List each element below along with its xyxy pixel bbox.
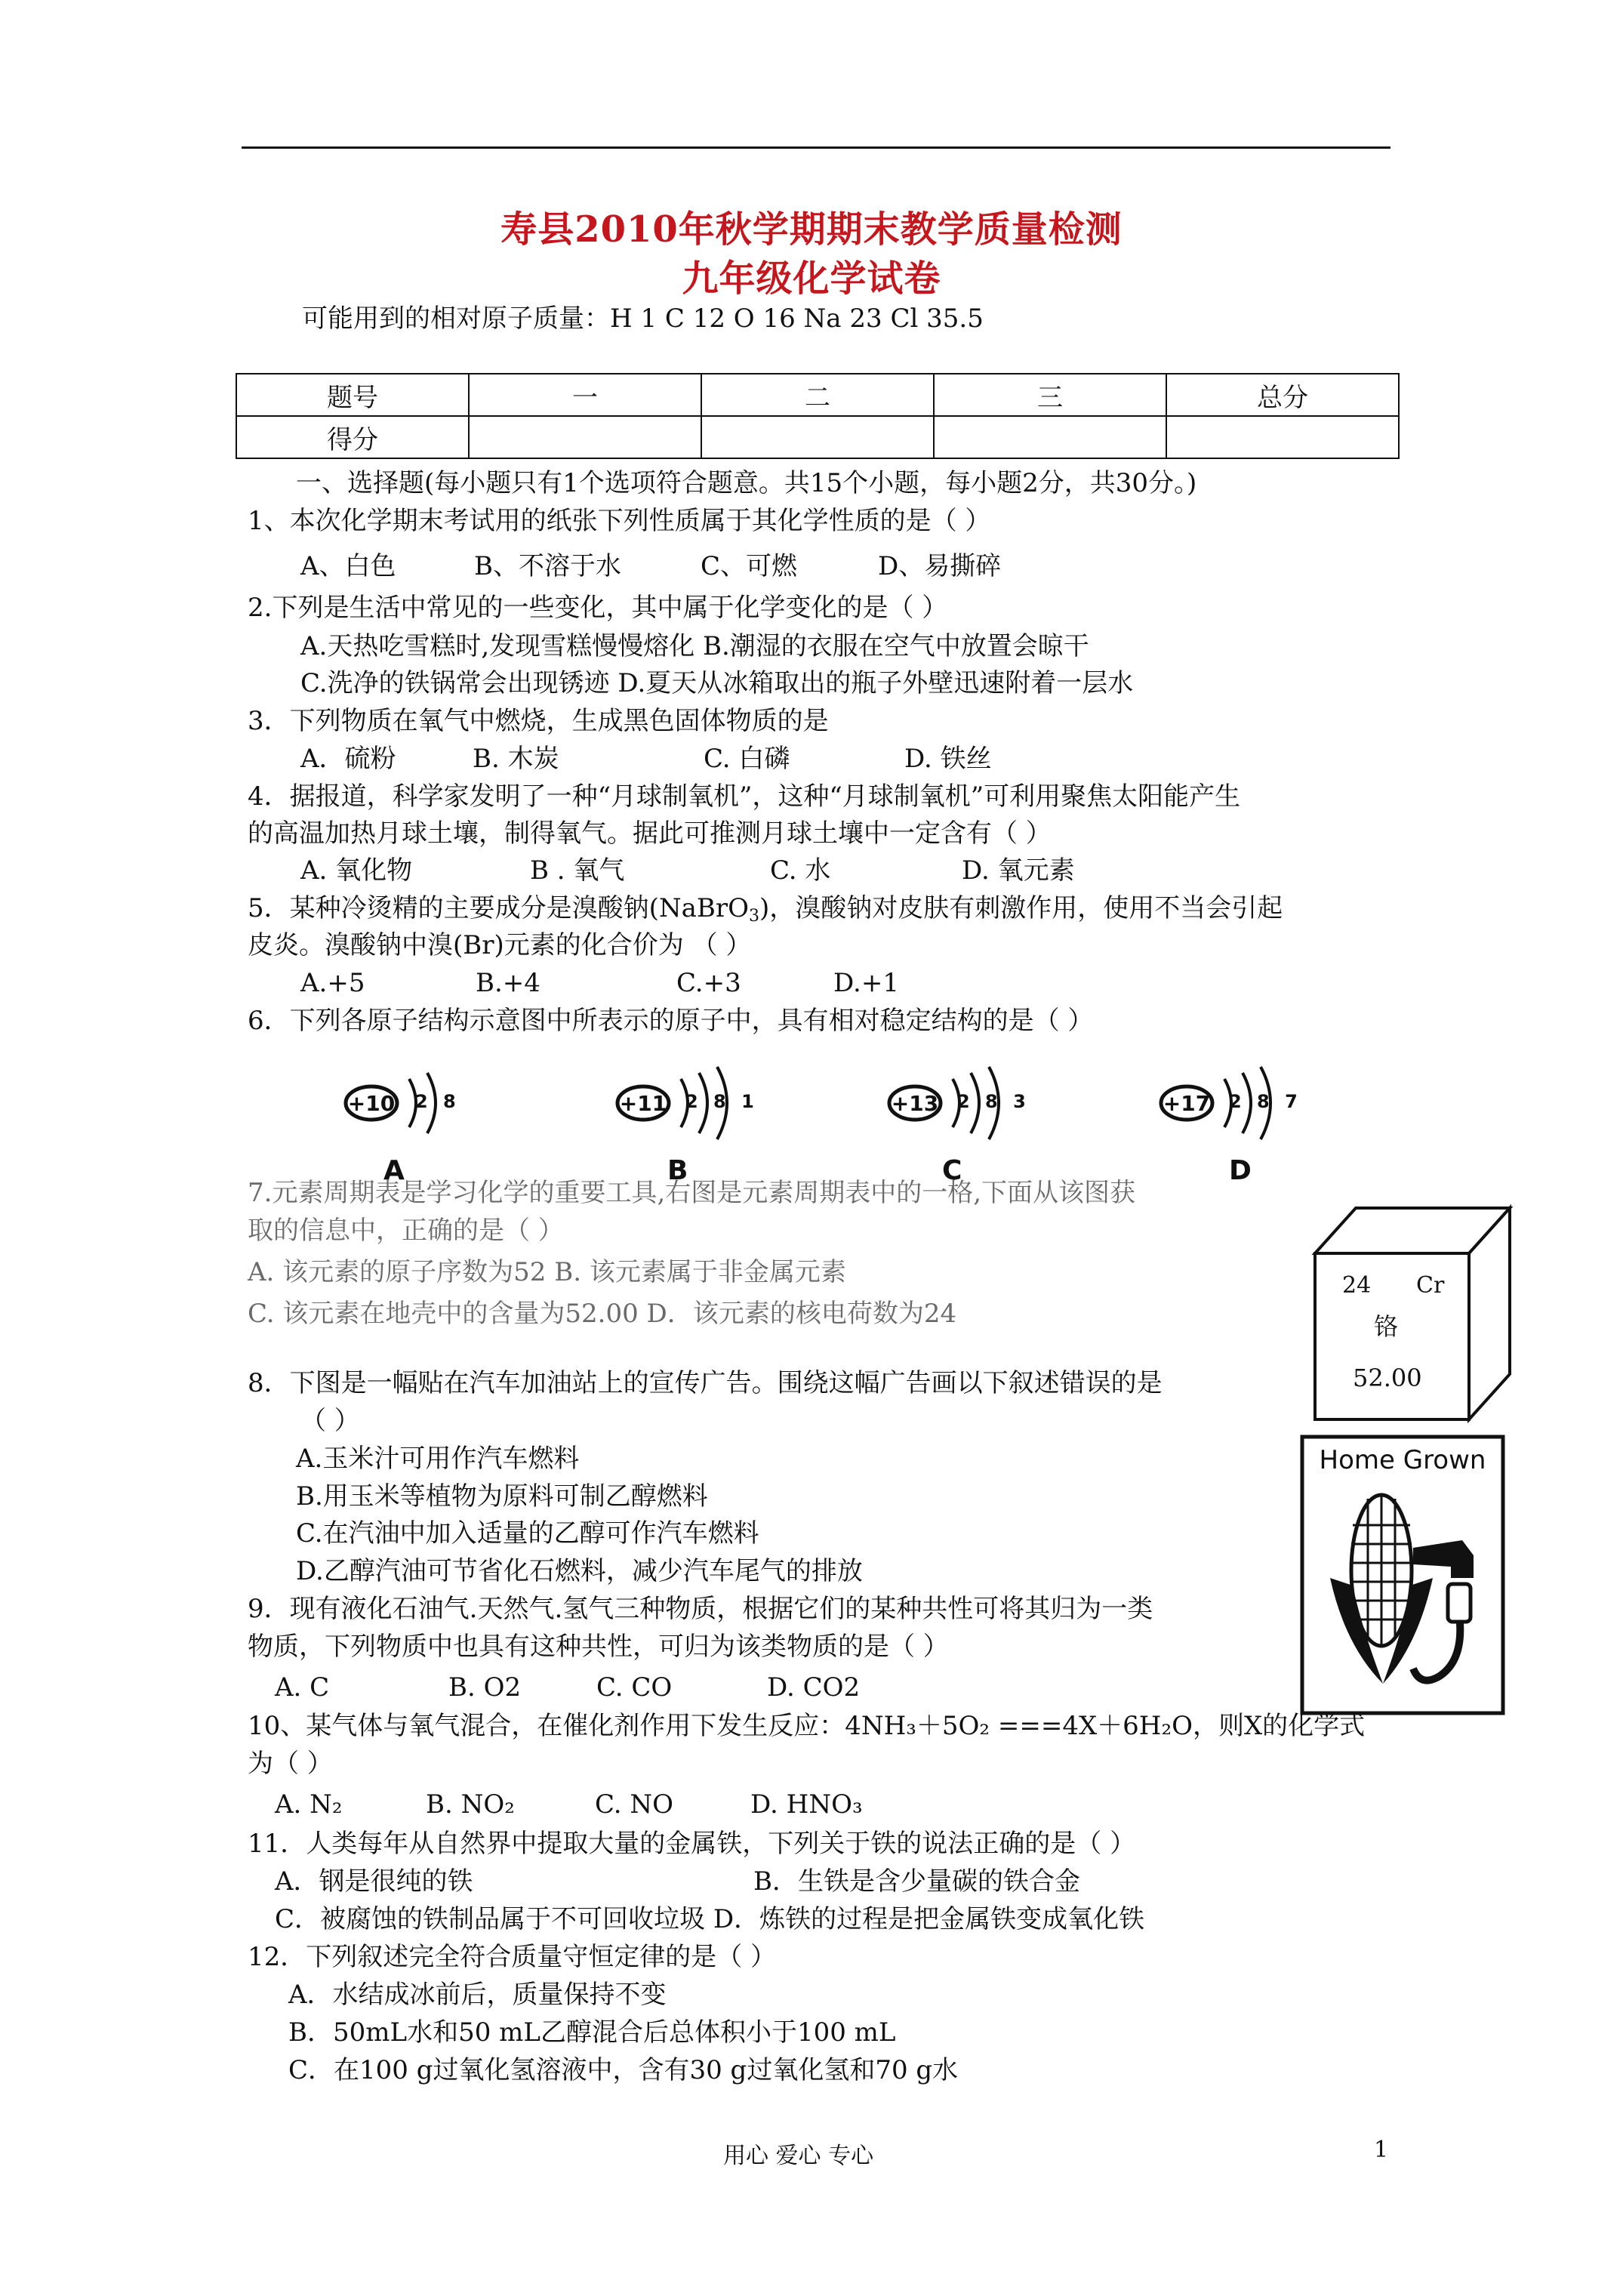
score-cell: 总分	[1166, 374, 1399, 416]
option: C.+3	[676, 968, 741, 998]
q5-text-a: 5．某种冷烫精的主要成分是溴酸钠(NaBrO	[248, 893, 750, 923]
question-7-line2: 取的信息中，正确的是（ ）	[248, 1216, 564, 1246]
question-11-options-cd: C．被腐蚀的铁制品属于不可回收垃圾 D．炼铁的过程是把金属铁变成氧化铁	[275, 1904, 1145, 1934]
footer-motto: 用心 爱心 专心	[723, 2143, 874, 2169]
question-4-line2: 的高温加热月球土壤，制得氧气。据此可推测月球土壤中一定含有（ ）	[248, 818, 1052, 849]
option: A、白色	[300, 551, 396, 581]
question-8-option-b: B.用玉米等植物为原料可制乙醇燃料	[296, 1481, 708, 1512]
electron-shells: 2 8 1	[685, 1091, 759, 1112]
option: D. 铁丝	[904, 744, 992, 774]
nucleus-charge: +10	[347, 1091, 396, 1116]
option: B. NO₂	[426, 1789, 515, 1820]
atom-label-a: A	[383, 1155, 405, 1186]
atom-diagram-c[interactable]	[883, 1045, 1057, 1188]
score-cell: 二	[701, 374, 934, 416]
atom-diagram-a[interactable]	[340, 1045, 513, 1188]
question-4-line1: 4．据报道，科学家发明了一种“月球制氧机”，这种“月球制氧机”可利用聚焦太阳能产生	[248, 781, 1241, 812]
question-2: 2.下列是生活中常见的一些变化，其中属于化学变化的是（ ）	[248, 593, 948, 623]
option: A. 氧化物	[300, 855, 413, 886]
question-12-option-a: A．水结成冰前后，质量保持不变	[288, 1980, 667, 2010]
option: A. N₂	[275, 1789, 343, 1820]
question-2-options-cd: C.洗净的铁锅常会出现锈迹 D.夏天从冰箱取出的瓶子外壁迅速附着一层水	[300, 668, 1134, 698]
atom-diagram-b[interactable]	[611, 1045, 785, 1188]
nucleus-charge: +11	[619, 1091, 667, 1116]
option: B. O2	[448, 1672, 522, 1703]
question-8-option-d: D.乙醇汽油可节省化石燃料，减少汽车尾气的排放	[296, 1556, 863, 1586]
question-11: 11．人类每年从自然界中提取大量的金属铁，下列关于铁的说法正确的是（ ）	[248, 1829, 1136, 1859]
question-12-option-c: C．在100 g过氧化氢溶液中，含有30 g过氧化氢和70 g水	[288, 2055, 959, 2085]
atom-label-c: C	[942, 1155, 962, 1186]
option: C、可燃	[701, 551, 798, 581]
element-symbol: Cr	[1416, 1272, 1445, 1299]
question-7-options-cd: C. 该元素在地壳中的含量为52.00 D．该元素的核电荷数为24	[248, 1299, 957, 1329]
exam-title: 寿县2010年秋学期期末教学质量检测	[500, 208, 1123, 251]
periodic-cell-image	[1310, 1200, 1514, 1427]
option: D.+1	[833, 968, 899, 998]
option: B. 木炭	[473, 744, 559, 774]
question-5-line2: 皮炎。溴酸钠中溴(Br)元素的化合价为 （ ）	[248, 930, 752, 960]
q5-subscript: 3	[749, 907, 760, 926]
option: C. 水	[770, 855, 831, 886]
question-6: 6．下列各原子结构示意图中所表示的原子中，具有相对稳定结构的是（ ）	[248, 1006, 1094, 1036]
question-5-line1	[248, 893, 1283, 932]
question-10-line2: 为（ ）	[248, 1749, 333, 1779]
atomic-number: 24	[1342, 1272, 1372, 1299]
question-10-line1: 10、某气体与氧气混合，在催化剂作用下发生反应：4NH₃＋5O₂ ===4X＋6H₂O，则X的化学式	[248, 1711, 1366, 1741]
score-cell-empty[interactable]	[701, 416, 934, 458]
option: B.+4	[476, 968, 540, 998]
home-grown-poster	[1300, 1435, 1505, 1715]
option: C. NO	[595, 1789, 674, 1820]
option: A. C	[275, 1672, 330, 1703]
question-2-options-ab: A.天热吃雪糕时,发现雪糕慢慢熔化 B.潮湿的衣服在空气中放置会晾干	[300, 631, 1089, 661]
option: D、易撕碎	[878, 551, 1002, 581]
score-cell: 题号	[236, 374, 469, 416]
option: A.+5	[300, 968, 365, 998]
question-9-line2: 物质，下列物质中也具有这种共性，可归为该类物质的是（ ）	[248, 1632, 949, 1662]
question-12: 12．下列叙述完全符合质量守恒定律的是（ ）	[248, 1942, 777, 1972]
electron-shells: 2 8 3	[957, 1091, 1030, 1112]
atom-label-d: D	[1229, 1155, 1252, 1186]
option: D. 氧元素	[962, 855, 1075, 886]
option: C. 白磷	[704, 744, 790, 774]
option: D. CO2	[767, 1672, 861, 1703]
question-7-line1: 7.元素周期表是学习化学的重要工具,右图是元素周期表中的一格,下面从该图获	[248, 1178, 1136, 1208]
option: C. CO	[596, 1672, 673, 1703]
option: B . 氧气	[530, 855, 625, 886]
question-8-option-c: C.在汽油中加入适量的乙醇可作汽车燃料	[296, 1518, 759, 1549]
poster-caption: Home Grown	[1319, 1445, 1486, 1475]
question-1: 1、本次化学期末考试用的纸张下列性质属于其化学性质的是（ ）	[248, 506, 991, 536]
top-rule	[242, 146, 1390, 149]
element-name: 铬	[1374, 1312, 1399, 1341]
question-7-options-ab: A. 该元素的原子序数为52 B. 该元素属于非金属元素	[248, 1257, 846, 1287]
q5-text-b: )，溴酸钠对皮肤有刺激作用，使用不当会引起	[759, 893, 1283, 923]
question-8-option-a: A.玉米汁可用作汽车燃料	[296, 1444, 580, 1474]
electron-shells: 2 8	[415, 1091, 460, 1112]
nucleus-charge: +13	[891, 1091, 939, 1116]
nucleus-charge: +17	[1163, 1091, 1211, 1116]
atom-label-b: B	[667, 1155, 688, 1186]
question-12-option-b: B．50mL水和50 mL乙醇混合后总体积小于100 mL	[288, 2017, 896, 2048]
option: A．硫粉	[300, 744, 396, 774]
question-3: 3．下列物质在氧气中燃烧，生成黑色固体物质的是	[248, 706, 829, 736]
score-cell: 三	[934, 374, 1166, 416]
score-cell: 得分	[236, 416, 469, 458]
option: A．钢是很纯的铁	[275, 1866, 473, 1897]
score-cell-empty[interactable]	[1166, 416, 1399, 458]
score-cell-empty[interactable]	[469, 416, 701, 458]
question-9-line1: 9．现有液化石油气.天然气.氢气三种物质，根据它们的某种共性可将其归为一类	[248, 1594, 1153, 1624]
score-cell: 一	[469, 374, 701, 416]
exam-subtitle: 九年级化学试卷	[682, 257, 941, 300]
option: B．生铁是含少量碳的铁合金	[753, 1866, 1080, 1897]
option: D. HNO₃	[750, 1789, 863, 1820]
score-cell-empty[interactable]	[934, 416, 1166, 458]
question-8-line2: （ ）	[300, 1406, 360, 1436]
section-heading: 一、选择题(每小题只有1个选项符合题意。共15个小题，每小题2分，共30分。)	[296, 468, 1197, 498]
electron-shells: 2 8 7	[1229, 1091, 1302, 1112]
atomic-masses: 可能用到的相对原子质量：H 1 C 12 O 16 Na 23 Cl 35.5	[302, 304, 984, 334]
page-number: 1	[1374, 2137, 1389, 2163]
option: B、不溶于水	[474, 551, 621, 581]
atomic-mass: 52.00	[1353, 1364, 1422, 1392]
score-table	[236, 373, 1400, 459]
question-8-line1: 8．下图是一幅贴在汽车加油站上的宣传广告。围绕这幅广告画以下叙述错误的是	[248, 1368, 1163, 1398]
